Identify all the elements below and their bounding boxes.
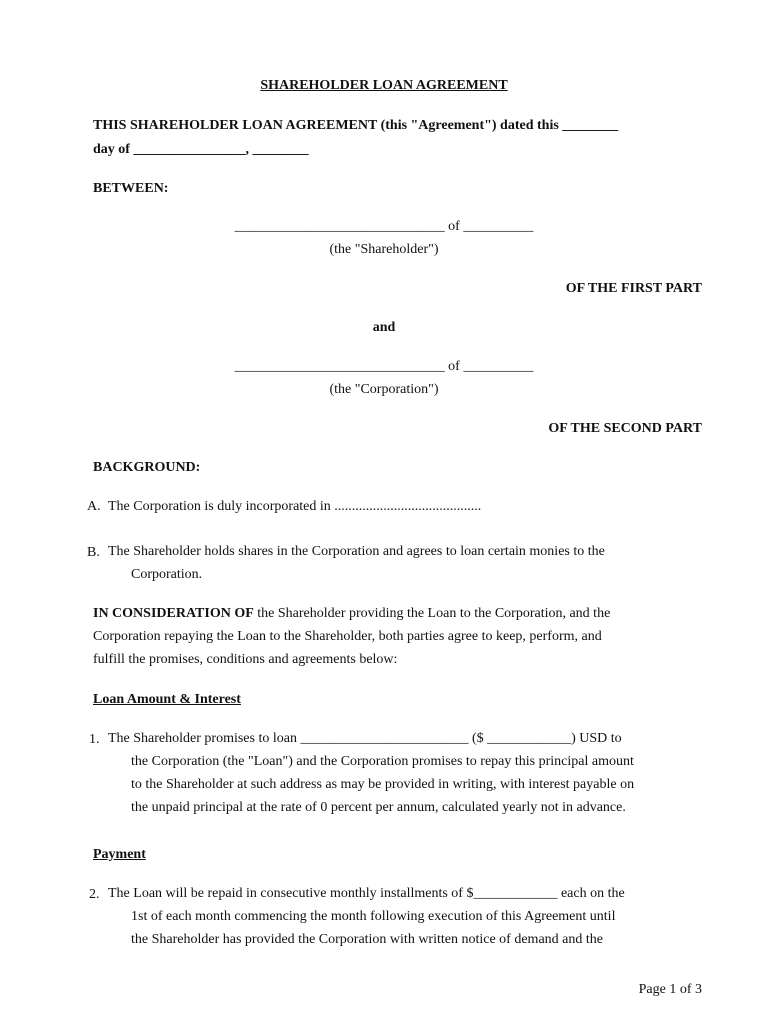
consideration-line-3: fulfill the promises, conditions and agreements below: — [93, 652, 398, 667]
item-1-line-3: to the Shareholder at such address as may be provided in writing, with interest payable on — [131, 777, 635, 792]
section-heading-loan-amount: Loan Amount & Interest — [93, 692, 241, 707]
party1-role: (the "Shareholder") — [329, 242, 439, 257]
item-1-line-2: the Corporation (the "Loan") and the Corporation promises to repay this principal amount — [131, 754, 634, 769]
intro-line-2: day of ________________, ________ — [93, 142, 309, 157]
item-b-text — [108, 540, 605, 586]
party1-line: ______________________________ of __________ — [234, 219, 534, 234]
item-2-text — [108, 882, 625, 951]
consideration-bold: IN CONSIDERATION OF — [93, 606, 254, 621]
item-1-line-1: The Shareholder promises to loan ________________________ ($ ____________) USD to — [108, 731, 622, 746]
item-2-line-3: the Shareholder has provided the Corporation with written notice of demand and the — [131, 932, 603, 947]
item-2-line-2: 1st of each month commencing the month following execution of this Agreement until — [131, 909, 616, 924]
item-b-line-1: The Shareholder holds shares in the Corporation and agrees to loan certain monies to the — [108, 544, 605, 559]
item-1-line-4: the unpaid principal at the rate of 0 percent per annum, calculated yearly not in advance. — [131, 800, 626, 815]
intro-line-1: THIS SHAREHOLDER LOAN AGREEMENT (this "Agreement") dated this ________ — [93, 118, 619, 133]
first-part-label: OF THE FIRST PART — [565, 281, 702, 296]
consideration-line-1-rest: the Shareholder providing the Loan to the Corporation, and the — [253, 606, 611, 621]
background-label: BACKGROUND: — [93, 460, 201, 475]
item-2-line-1: The Loan will be repaid in consecutive monthly installments of $____________ each on the — [108, 886, 625, 901]
consideration-line-2: Corporation repaying the Loan to the Shareholder, both parties agree to keep, perform, and — [93, 629, 602, 644]
item-a-text: The Corporation is duly incorporated in .......................................... — [108, 499, 482, 514]
item-1-marker: 1. — [89, 732, 100, 747]
party2-line: ______________________________ of __________ — [234, 359, 534, 374]
party2-role: (the "Corporation") — [329, 382, 439, 397]
item-a-marker: A. — [87, 499, 101, 514]
second-part-label: OF THE SECOND PART — [548, 421, 702, 436]
consideration-line-1 — [93, 602, 610, 625]
item-b-marker: B. — [87, 545, 100, 560]
between-label: BETWEEN: — [93, 181, 169, 196]
document-title: SHAREHOLDER LOAN AGREEMENT — [260, 78, 508, 93]
item-1-text — [108, 727, 634, 819]
and-label: and — [372, 320, 396, 335]
consideration-paragraph — [93, 602, 610, 671]
item-b-line-2: Corporation. — [131, 567, 203, 582]
item-2-marker: 2. — [89, 887, 100, 902]
page-number: Page 1 of 3 — [638, 982, 702, 997]
section-heading-payment: Payment — [93, 847, 146, 862]
